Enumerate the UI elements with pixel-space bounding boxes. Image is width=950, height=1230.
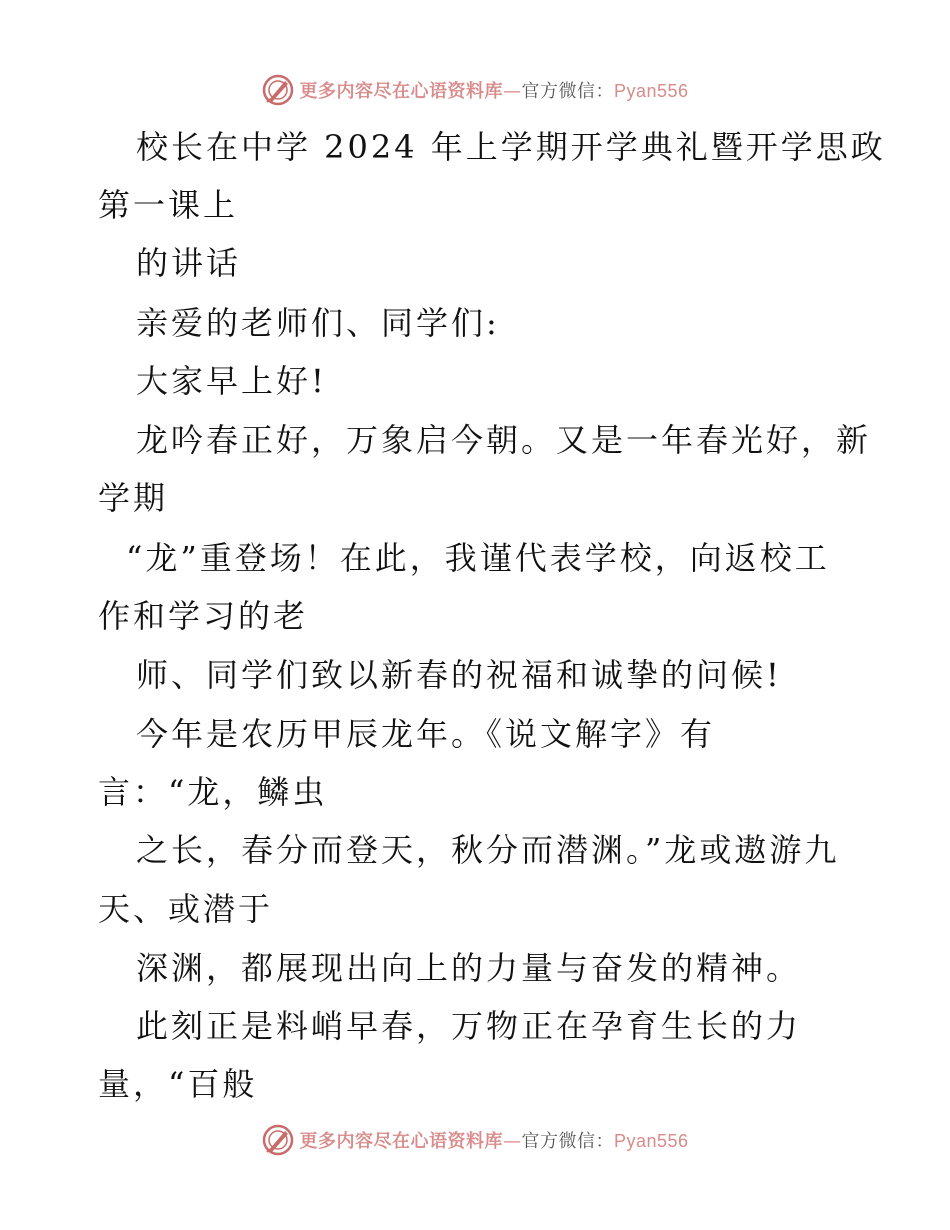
text-line: 第一课上 <box>98 186 239 224</box>
text-line: 亲爱的老师们、同学们: <box>136 304 500 342</box>
text-line: 作和学习的老 <box>98 597 309 635</box>
watermark-official-label: 官方微信： <box>521 1131 614 1152</box>
header-watermark <box>0 70 950 110</box>
text-line: 校长在中学 2024 年上学期开学典礼暨开学思政 <box>136 128 886 166</box>
text-line: 量，“百般 <box>98 1065 258 1103</box>
text-line: “龙”重登场！在此，我谨代表学校，向返校工 <box>126 539 830 577</box>
text-line: 之长，春分而登天，秋分而潜渊。”龙或遨游九 <box>136 831 840 869</box>
watermark-handle: Pyan556 <box>613 81 689 101</box>
watermark-handle: Pyan556 <box>613 1131 689 1151</box>
quill-pen-seal-icon <box>261 73 295 107</box>
watermark-brand: 更多内容尽在心语资料库 <box>299 81 503 102</box>
watermark-separator: — <box>502 81 522 102</box>
text-line: 学期 <box>98 479 169 517</box>
text-line: 深渊，都展现出向上的力量与奋发的精神。 <box>136 949 802 987</box>
watermark-brand: 更多内容尽在心语资料库 <box>299 1131 503 1152</box>
watermark-separator: — <box>502 1131 522 1152</box>
text-line: 的讲话 <box>136 244 242 282</box>
footer-watermark <box>0 1120 950 1160</box>
text-line: 大家早上好! <box>136 362 327 400</box>
watermark-text <box>299 1127 688 1153</box>
text-line: 此刻正是料峭早春，万物正在孕育生长的力 <box>136 1007 802 1045</box>
text-line: 天、或潜于 <box>98 890 274 928</box>
watermark-official-label: 官方微信： <box>521 81 614 102</box>
text-line: 师、同学们致以新春的祝福和诚挚的问候! <box>136 656 782 694</box>
text-line: 言：“龙，鳞虫 <box>98 773 328 811</box>
text-line: 今年是农历甲辰龙年。《说文解字》有 <box>136 715 716 753</box>
watermark-text <box>299 77 688 103</box>
quill-pen-seal-icon <box>261 1123 295 1157</box>
text-line: 龙吟春正好，万象启今朝。又是一年春光好，新 <box>136 421 872 459</box>
